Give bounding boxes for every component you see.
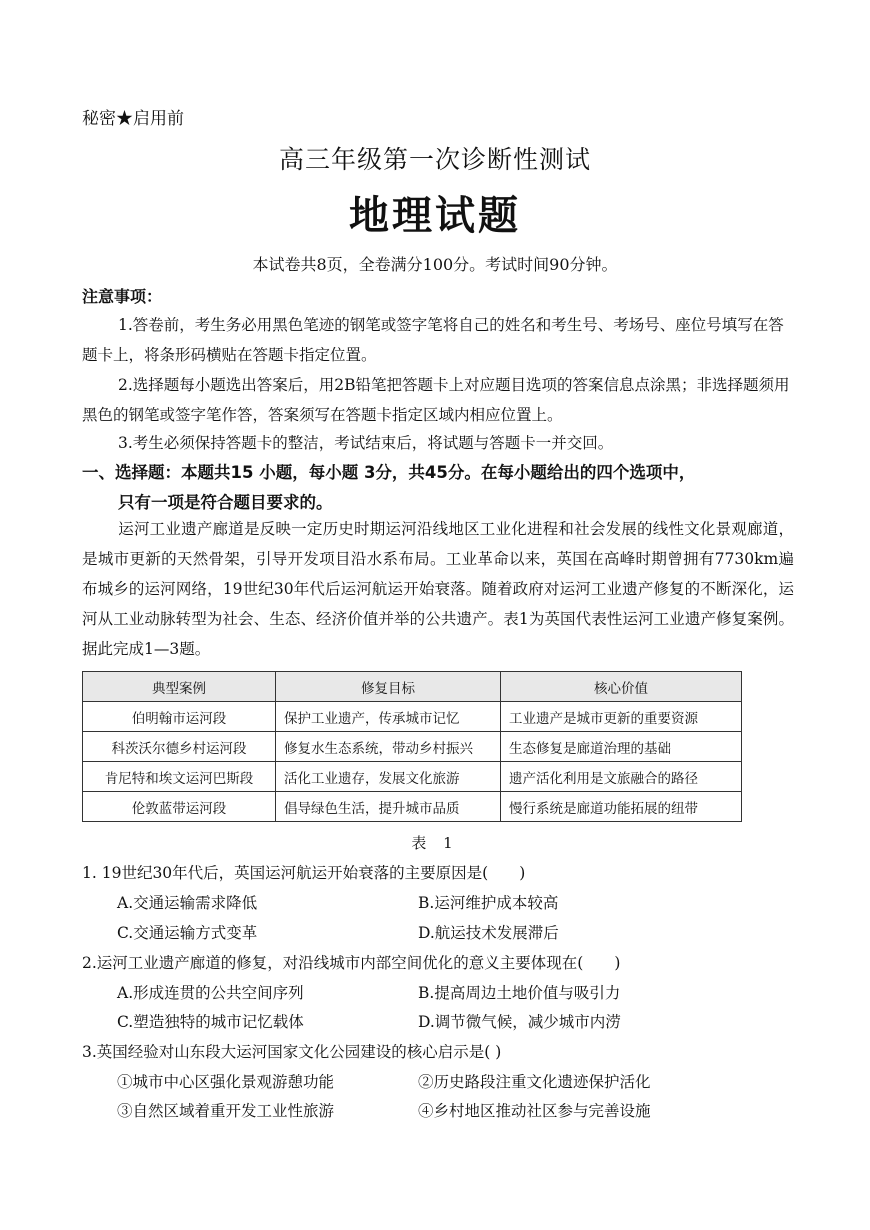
exam-title: 地理试题 [349, 193, 521, 239]
table-row [83, 732, 742, 762]
table-cell: 倡导绿色生活，提升城市品质 [276, 792, 501, 822]
question-3-option-2: ②历史路段注重文化遗迹保护活化 [418, 1073, 651, 1091]
question-2-option-c: C.塑造独特的城市记忆载体 [117, 1013, 304, 1031]
notice-item-3-text: 3.考生必须保持答题卡的整洁，考试结束后，将试题与答题卡一并交回。 [118, 434, 614, 452]
table-cell: 伯明翰市运河段 [83, 702, 276, 732]
question-1-option-c: C.交通运输方式变革 [117, 924, 258, 942]
table-header-cell: 典型案例 [83, 672, 276, 702]
section-heading-line1: 一、选择题：本题共15 小题，每小题 3分，共45分。在每小题给出的四个选项中， [82, 463, 696, 482]
table-cell: 伦敦蓝带运河段 [83, 792, 276, 822]
table-header-row [83, 672, 742, 702]
notice-item-2-text: 2.选择题每小题选出答案后，用2B铅笔把答题卡上对应题目选项的答案信息点涂黑；非选择题须用黑色的钢笔或签字笔作答，答案须写在答题卡指定区域内相应位置上。 [82, 376, 790, 424]
question-3-stem: 3.英国经验对山东段大运河国家文化公园建设的核心启示是( ) [82, 1043, 502, 1061]
exam-info: 本试卷共8页，全卷满分100分。考试时间90分钟。 [252, 255, 618, 274]
exam-subtitle: 高三年级第一次诊断性测试 [278, 145, 591, 174]
table-row [83, 702, 742, 732]
table-cell: 生态修复是廊道治理的基础 [501, 732, 742, 762]
notice-item-2 [82, 370, 792, 430]
table-cell: 活化工业遗存，发展文化旅游 [276, 762, 501, 792]
table-cell: 肯尼特和埃文运河巴斯段 [83, 762, 276, 792]
section-heading [82, 458, 802, 518]
question-1-option-b: B.运河维护成本较高 [418, 894, 559, 912]
table-cell: 慢行系统是廊道功能拓展的纽带 [501, 792, 742, 822]
table-cell: 遗产活化利用是文旅融合的路径 [501, 762, 742, 792]
table-row [83, 792, 742, 822]
question-3-option-4: ④乡村地区推动社区参与完善设施 [418, 1102, 651, 1120]
intro-paragraph [82, 514, 794, 664]
question-2-option-d: D.调节微气候，减少城市内涝 [418, 1013, 621, 1031]
question-2-option-b: B.提高周边土地价值与吸引力 [418, 984, 621, 1002]
table-caption: 表 1 [411, 834, 459, 852]
notice-heading: 注意事项： [82, 287, 163, 306]
table-header-cell: 核心价值 [501, 672, 742, 702]
notice-item-1 [82, 310, 792, 370]
section-heading-line2: 只有一项是符合题目要求的。 [118, 493, 333, 512]
table-row [83, 762, 742, 792]
table-header-cell: 修复目标 [276, 672, 501, 702]
intro-text: 运河工业遗产廊道是反映一定历史时期运河沿线地区工业化进程和社会发展的线性文化景观廊道，是城市更新的天然骨架，引导开发项目沿水系布局。工业革命以来，英国在高峰时期曾拥有7730km遍布城乡的运河网络，19世纪30年代后运河航运开始衰落。随着政府对运河工业遗产修复的不断深化，运河从工业动脉转型为社会、生态、经济价值并举的公共遗产。表1为英国代表性运河工业遗产修复案例。据此完成1—3题。 [82, 520, 794, 658]
table-cell: 科茨沃尔德乡村运河段 [83, 732, 276, 762]
question-3-option-3: ③自然区域着重开发工业性旅游 [117, 1102, 335, 1120]
case-table [82, 671, 742, 822]
question-1-option-a: A.交通运输需求降低 [117, 894, 258, 912]
question-2-option-a: A.形成连贯的公共空间序列 [117, 984, 304, 1002]
table-cell: 工业遗产是城市更新的重要资源 [501, 702, 742, 732]
table-cell: 保护工业遗产，传承城市记忆 [276, 702, 501, 732]
secret-label: 秘密★启用前 [82, 109, 184, 129]
question-3-option-1: ①城市中心区强化景观游憩功能 [117, 1073, 335, 1091]
question-1-option-d: D.航运技术发展滞后 [418, 924, 559, 942]
notice-item-3 [82, 428, 792, 458]
table-cell: 修复水生态系统，带动乡村振兴 [276, 732, 501, 762]
question-2-stem: 2.运河工业遗产廊道的修复，对沿线城市内部空间优化的意义主要体现在( ) [82, 954, 621, 972]
question-1-stem: 1. 19世纪30年代后，英国运河航运开始衰落的主要原因是( ) [82, 864, 526, 882]
notice-item-1-text: 1.答卷前，考生务必用黑色笔迹的钢笔或签字笔将自己的姓名和考生号、考场号、座位号填写在答题卡上，将条形码横贴在答题卡指定位置。 [82, 316, 784, 364]
